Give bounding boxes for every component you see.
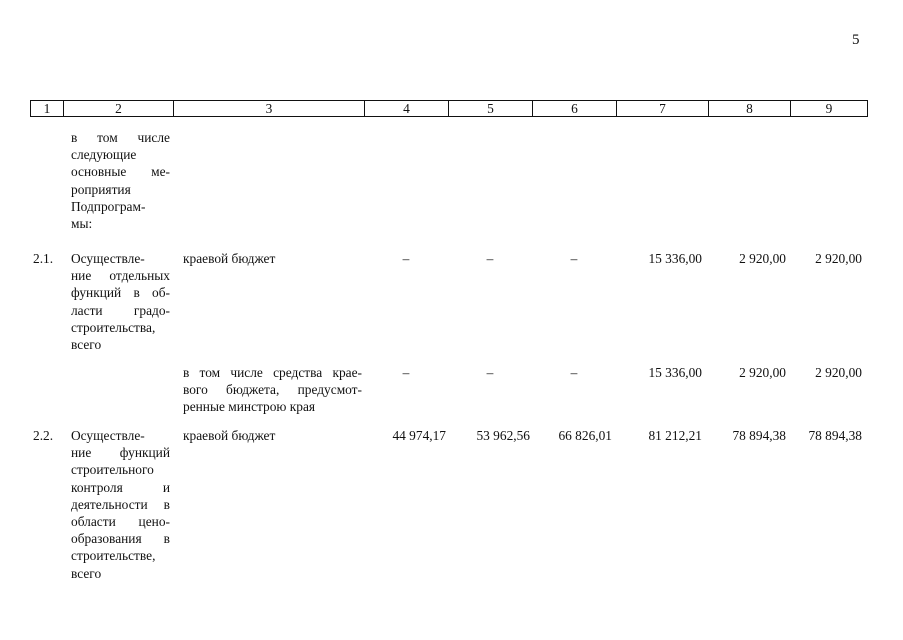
value-cell: 15 336,00 xyxy=(648,365,702,380)
funding-source-line: в том числе средства крае- xyxy=(183,365,362,380)
row-name-line: деятельности в xyxy=(71,496,170,512)
page-number: 5 xyxy=(852,32,860,48)
column-header-3: 3 xyxy=(174,101,365,117)
row-name-line: строительства, xyxy=(71,319,156,335)
intro-line: мы: xyxy=(71,216,93,232)
row-number: 2.2. xyxy=(33,428,54,443)
row-name-line: строительного xyxy=(71,462,154,478)
row-number: 2.1. xyxy=(33,251,54,266)
funding-source xyxy=(183,364,362,416)
column-header-6: 6 xyxy=(533,101,617,117)
column-header-1: 1 xyxy=(31,101,64,117)
value-cell: 44 974,17 xyxy=(392,428,446,443)
column-header-9: 9 xyxy=(791,101,868,117)
value-cell: 2 920,00 xyxy=(739,365,786,380)
value-cell: – xyxy=(402,365,410,380)
value-cell: 81 212,21 xyxy=(648,428,702,443)
intro-line: в том числе xyxy=(71,130,170,145)
row-name xyxy=(71,250,170,353)
column-header-8: 8 xyxy=(709,101,791,117)
row-name xyxy=(71,427,170,582)
row-name-line: образования в xyxy=(71,531,170,547)
intro-text xyxy=(71,129,170,232)
row-name-line: функций в об- xyxy=(71,285,170,301)
intro-line: Подпрограм- xyxy=(71,198,146,214)
funding-source: краевой бюджет xyxy=(183,251,276,266)
row-name-line: контроля и xyxy=(71,479,170,495)
value-cell: 15 336,00 xyxy=(648,251,702,266)
value-cell: 78 894,38 xyxy=(808,428,862,443)
column-header-2: 2 xyxy=(64,101,174,117)
row-name-line: области цено- xyxy=(71,514,170,530)
value-cell: – xyxy=(570,251,578,266)
value-cell: – xyxy=(402,251,410,266)
funding-source-line: вого бюджета, предусмот- xyxy=(183,382,362,398)
row-name-line: всего xyxy=(71,565,102,581)
intro-line: следующие xyxy=(71,147,137,163)
funding-source-line: ренные минстрою края xyxy=(183,399,316,415)
value-cell: – xyxy=(486,365,494,380)
row-name-line: ние отдельных xyxy=(71,268,170,284)
row-name-line: ласти градо- xyxy=(71,302,170,318)
value-cell: – xyxy=(486,251,494,266)
value-cell: 66 826,01 xyxy=(558,428,612,443)
column-header-row xyxy=(30,100,868,117)
row-name-line: строительстве, xyxy=(71,548,156,564)
value-cell: 2 920,00 xyxy=(739,251,786,266)
value-cell: 53 962,56 xyxy=(476,428,530,443)
row-name-line: Осуществле- xyxy=(71,428,145,443)
intro-line: роприятия xyxy=(71,181,131,197)
value-cell: – xyxy=(570,365,578,380)
row-name-line: Осуществле- xyxy=(71,251,145,266)
value-cell: 2 920,00 xyxy=(815,365,862,380)
value-cell: 2 920,00 xyxy=(815,251,862,266)
row-name-line: всего xyxy=(71,337,102,353)
value-cell: 78 894,38 xyxy=(732,428,786,443)
column-header-7: 7 xyxy=(617,101,709,117)
column-header-4: 4 xyxy=(365,101,449,117)
funding-source: краевой бюджет xyxy=(183,428,276,443)
intro-line: основные ме- xyxy=(71,164,170,180)
column-header-5: 5 xyxy=(449,101,533,117)
row-name-line: ние функций xyxy=(71,445,170,461)
